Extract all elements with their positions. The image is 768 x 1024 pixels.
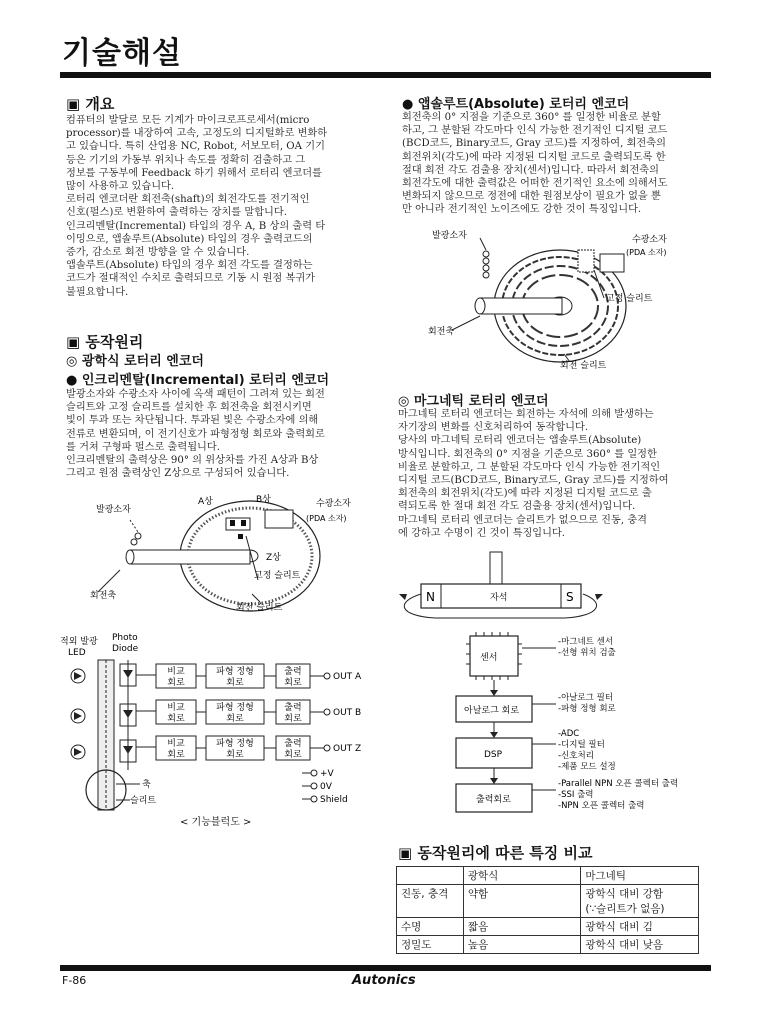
- comparison-heading: ▣ 동작원리에 따른 특징 비교: [398, 844, 593, 862]
- label-photo-diode: Photo Diode: [112, 633, 139, 654]
- label-pda: (PDA 소자): [626, 248, 667, 257]
- arrow-down-icon: [490, 732, 498, 738]
- pda-receiver: [265, 510, 293, 528]
- flow-note: -SSI 출력: [558, 790, 594, 800]
- table-cell: [397, 867, 464, 885]
- overview-line: 정보를 구동부에 Feedback 하기 위해서 로터리 엔코더를: [66, 167, 322, 179]
- flow-output-label: 출력회로: [476, 795, 511, 805]
- flow-note: -ADC: [558, 729, 580, 739]
- incremental-line: 그리고 원점 출력상인 Z상으로 구성되어 있습니다.: [66, 468, 290, 480]
- rotation-arrow-icon: [399, 594, 407, 600]
- overview-line: 신호(펄스)로 변환하여 출력하는 장치를 말합니다.: [66, 207, 287, 219]
- label-emitter: 발광소자: [96, 505, 131, 515]
- output-label: OUT Z: [333, 744, 362, 754]
- label-phase-b: B상: [256, 495, 271, 505]
- overview-line: 증가, 감소로 회전 방향을 알 수 있습니다.: [66, 247, 250, 259]
- magnetic-heading: ◎ 마그네틱 로터리 엔코더: [398, 394, 549, 409]
- pole-s: S: [566, 590, 574, 604]
- waveform-circuit-label: 파형 정형 회로: [216, 667, 254, 688]
- shaft-end: [126, 550, 134, 564]
- overview-line: 이밍으로, 앱솔루트(Absolute) 타입의 경우 출력코드의: [66, 233, 313, 245]
- label-fixed-slit: 고정 슬리트: [606, 294, 653, 304]
- absolute-line: 회전위치(각도)에 따라 지정된 디지털 코드로 출력되도록 한: [402, 151, 666, 163]
- label-receiver: 수광소자: [316, 499, 351, 509]
- label-phase-a: A상: [198, 497, 213, 507]
- magnetic-line: 력되도록 한 절대 회전 각도 검출용 장치(센서)입니다.: [398, 501, 636, 513]
- principle-heading: ▣ 동작원리: [66, 333, 144, 351]
- output-circuit-label: 출력 회로: [284, 739, 302, 760]
- table-cell: 짧음: [463, 918, 581, 936]
- table-cell: 광학식: [463, 867, 581, 885]
- label-fixed-slit: 고정 슬리트: [254, 571, 301, 581]
- table-cell: 높음: [463, 936, 581, 954]
- magnetic-line: 마그네틱 로터리 엔코더는 회전하는 자석에 의해 발생하는: [398, 409, 654, 420]
- absolute-text: [402, 111, 714, 217]
- arrow-down-icon: [490, 690, 498, 696]
- output-circuit-label: 출력 회로: [284, 667, 302, 688]
- rotation-arrow-icon: [595, 594, 603, 600]
- section-marker-icon: ▣: [66, 95, 81, 113]
- incremental-disk-diagram: [60, 490, 380, 620]
- label-led: 적외 발광 LED: [60, 637, 98, 658]
- absolute-line: 절대 회전 각도 검출용 장치(센서)입니다. 따라서 회전축의: [402, 164, 659, 176]
- waveform-circuit-label: 파형 정형 회로: [216, 703, 254, 724]
- absolute-line: (BCD코드, Binary코드, Gray 코드)를 지정하여, 회전축의: [402, 138, 666, 150]
- magnetic-text: [398, 408, 714, 540]
- flow-note: -마그네트 센서: [558, 637, 614, 647]
- emitter-led: [131, 539, 137, 545]
- magnetic-line: 회전축의 회전위치(각도)에 따라 지정된 디지털 코드로 출: [398, 488, 652, 500]
- label-pda: (PDA 소자): [306, 514, 347, 523]
- label-plus-v: +V: [320, 769, 334, 779]
- label-zero-v: 0V: [320, 782, 332, 792]
- label-receiver: 수광소자: [632, 235, 667, 245]
- sensor-chip: [466, 632, 522, 680]
- led-column: [71, 669, 85, 759]
- magnetic-line: 당사의 마그네틱 로터리 엔코더는 앱솔루트(Absolute): [398, 435, 642, 447]
- magnetic-flow-diagram: [440, 628, 730, 823]
- shaft-leader: [98, 570, 120, 592]
- comparison-table: [396, 866, 699, 954]
- overview-heading: ▣ 개요: [66, 95, 115, 113]
- table-cell: 광학식 대비 김: [581, 918, 699, 936]
- output-terminal: [324, 673, 330, 679]
- absolute-disk-diagram: [400, 226, 720, 376]
- magnet-shaft: [490, 552, 502, 586]
- pole-n: N: [426, 590, 435, 604]
- flow-note: -NPN 오픈 콜렉터 출력: [558, 801, 645, 811]
- magnetic-line: 에 강하고 수명이 긴 것이 특징입니다.: [398, 527, 566, 539]
- overview-line: 앱솔루트(Absolute) 타입의 경우 회전 각도를 결정하는: [66, 260, 313, 272]
- header-rule: [60, 72, 711, 78]
- flow-sensor-label: 센서: [480, 653, 498, 663]
- slit-window-a: [230, 520, 235, 526]
- emitter-led: [135, 533, 141, 539]
- section-marker-icon: ▣: [66, 333, 81, 351]
- incremental-line: 발광소자와 수광소자 사이에 옥색 패턴이 그려져 있는 회전: [66, 389, 325, 400]
- fixed-slit-plate: [226, 518, 250, 530]
- table-cell: 약함: [463, 885, 581, 918]
- flow-note: -신호처리: [558, 751, 594, 761]
- label-phase-z: Z상: [266, 553, 281, 563]
- incremental-line: 전류로 변환되며, 이 전기신호가 파형정형 회로와 출력회로: [66, 428, 325, 440]
- shaft: [130, 550, 250, 564]
- fixed-slit-plate: [578, 250, 594, 272]
- magnetic-line: 방식입니다. 회전축의 0° 지점을 기준으로 360° 를 일정한: [398, 448, 657, 460]
- flow-note: -디지털 필터: [558, 740, 605, 750]
- photodiode-column: [120, 660, 136, 770]
- compare-circuit-label: 비교 회로: [167, 739, 185, 760]
- output-label: OUT A: [333, 672, 362, 682]
- page-number: F-86: [62, 974, 87, 987]
- table-cell: 수명: [397, 918, 464, 936]
- flow-note: -제품 모드 설정: [558, 762, 616, 772]
- shaft-end: [475, 298, 485, 314]
- magnetic-line: 자기장의 변화를 신호처리하여 동작합니다.: [398, 422, 589, 434]
- page-title: 기술해설: [62, 36, 182, 71]
- block-rows: [136, 664, 362, 760]
- waveform-circuit-label: 파형 정형 회로: [216, 739, 254, 760]
- absolute-line: 회전각도에 대한 출력값은 어떠한 전기적인 요소에 의해서도: [402, 178, 668, 190]
- circle-bullet-icon: ◎: [398, 394, 410, 409]
- flow-analog-label: 아날로그 회로: [464, 706, 520, 716]
- overview-line: 등은 기기의 가동부 위치나 속도를 정확히 검출하고 그: [66, 154, 306, 166]
- shaft-leader: [452, 316, 480, 330]
- emitter-leader: [130, 520, 138, 532]
- label-axis: 축: [142, 780, 151, 790]
- block-row: [136, 736, 361, 760]
- slit-window-b: [241, 520, 246, 526]
- incremental-line: 슬리트와 고정 슬리트를 설치한 후 회전축을 회전시키면: [66, 402, 312, 414]
- absolute-heading: ● 앱솔루트(Absolute) 로터리 엔코더: [402, 97, 630, 112]
- flow-note: -아날로그 필터: [558, 693, 614, 703]
- emitter-leds: [483, 251, 489, 278]
- magnetic-line: 마그네틱 로터리 엔코더는 슬리트가 없으므로 진동, 충격: [398, 514, 648, 526]
- overview-text: [66, 114, 378, 299]
- incremental-line: 인크리멘탈의 출력상은 90° 의 위상차를 가진 A상과 B상: [66, 455, 319, 467]
- circle-bullet-icon: ◎: [66, 354, 78, 369]
- table-cell: 정밀도: [397, 936, 464, 954]
- magnet-diagram: [395, 546, 615, 626]
- table-cell: 마그네틱: [581, 867, 699, 885]
- arrow-down-icon: [490, 778, 498, 784]
- flow-note: -선형 위치 검출: [558, 648, 616, 658]
- table-cell: 광학식 대비 낮음: [581, 936, 699, 954]
- power-pins: [302, 769, 348, 805]
- overview-line: 불필요합니다.: [66, 286, 129, 298]
- magnetic-line: 비율로 분할하고, 그 분할된 각도마다 인식 가능한 전기적인: [398, 461, 661, 473]
- shaft: [480, 298, 562, 314]
- label-emitter: 발광소자: [432, 231, 467, 241]
- flow-note: -파형 정형 회로: [558, 704, 616, 714]
- output-circuit-label: 출력 회로: [284, 703, 302, 724]
- overview-line: 고 있습니다. 특히 산업용 NC, Robot, 서보모터, OA 기기: [66, 141, 325, 153]
- output-terminal: [324, 709, 330, 715]
- overview-line: 로터리 엔코더란 회전축(shaft)의 회전각도를 전기적인: [66, 194, 310, 206]
- table-header-row: [397, 867, 699, 885]
- table-row: [397, 918, 699, 936]
- output-label: OUT B: [333, 708, 362, 718]
- block-row: [136, 700, 361, 724]
- output-terminal: [324, 745, 330, 751]
- function-block-diagram: [60, 630, 380, 830]
- emitter-leader: [480, 238, 486, 250]
- label-slit: 슬리트: [130, 796, 157, 806]
- compare-circuit-label: 비교 회로: [167, 667, 185, 688]
- incremental-heading: ● 인크리멘탈(Incremental) 로터리 엔코더: [66, 373, 330, 388]
- magnet-label: 자석: [490, 593, 508, 603]
- overview-line: 많이 사용하고 있습니다.: [66, 181, 175, 193]
- block-caption: < 기능블럭도 >: [180, 817, 252, 828]
- table-row: [397, 936, 699, 954]
- label-shaft: 회전축: [428, 327, 455, 337]
- flow-dsp-label: DSP: [484, 750, 503, 760]
- table-row: [397, 885, 699, 918]
- incremental-line: 를 거쳐 구형파 펄스로 출력됩니다.: [66, 441, 220, 453]
- slit-window-z: [238, 534, 243, 539]
- label-shield: Shield: [320, 795, 348, 805]
- incremental-line: 빛이 투과 또는 차단됩니다. 투과된 빛은 수광소자에 의해: [66, 415, 319, 427]
- dot-bullet-icon: ●: [66, 373, 78, 388]
- label-rotary-slit: 회전 슬리트: [560, 361, 607, 371]
- table-cell: 진동, 충격: [397, 885, 464, 918]
- absolute-line: 회전축의 0° 지점을 기준으로 360° 를 일정한 비율로 분할: [402, 112, 661, 123]
- incremental-text: [66, 388, 378, 480]
- pda-receiver: [600, 254, 624, 272]
- block-row: [136, 664, 362, 688]
- overview-line: 컴퓨터의 발달로 모든 기계가 마이크로프로세서(micro: [66, 115, 310, 126]
- compare-circuit-label: 비교 회로: [167, 703, 185, 724]
- overview-line: 코드가 절대적인 수치로 출력되므로 기동 시 원점 복귀가: [66, 273, 316, 285]
- flow-note: -Parallel NPN 오픈 콜렉터 출력: [558, 779, 679, 789]
- label-rotary-slit: 회전 슬리트: [236, 603, 283, 613]
- absolute-line: 만 아니라 전기적인 노이즈에도 강한 것이 특징입니다.: [402, 204, 642, 216]
- dot-bullet-icon: ●: [402, 97, 414, 112]
- optical-heading: ◎ 광학식 로터리 엔코더: [66, 354, 204, 369]
- magnetic-line: 디지털 코드(BCD코드, Binary코드, Gray 코드)를 지정하여: [398, 475, 669, 487]
- footer-rule: [60, 965, 711, 971]
- section-marker-icon: ▣: [398, 844, 413, 862]
- table-cell: 광학식 대비 강함 (∵슬리트가 없음): [581, 885, 699, 918]
- label-shaft: 회전축: [90, 591, 117, 601]
- flow-notes: [558, 636, 678, 811]
- overview-line: processor)를 내장하여 고속, 고정도의 디지털화로 변화하: [66, 128, 328, 140]
- absolute-line: 하고, 그 분할된 각도마다 인식 가능한 전기적인 디지털 코드: [402, 125, 668, 137]
- absolute-line: 변화되지 않으므로 정전에 대한 원점보상이 필요가 없을 뿐: [402, 191, 661, 203]
- overview-line: 인크리멘탈(Incremental) 타입의 경우 A, B 상의 출력 타: [66, 220, 326, 232]
- brand-logo: Autonics: [352, 973, 416, 988]
